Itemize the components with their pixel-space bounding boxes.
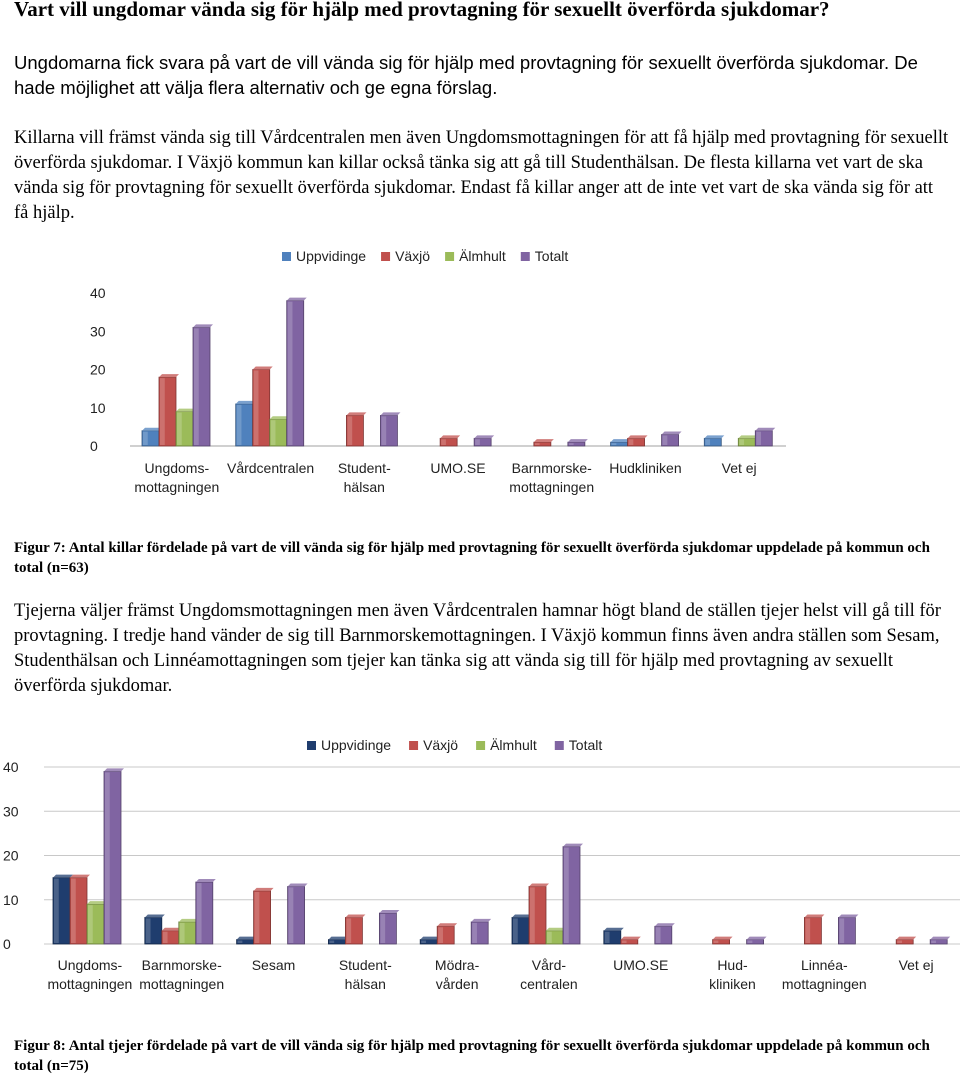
x-category-label: Linnéa- [800,957,848,973]
bar-top [145,914,165,917]
x-category-label: vården [435,976,479,992]
bar [755,428,775,446]
x-category-label: Hud- [717,957,748,973]
legend-item [555,737,603,753]
girls-paragraph: Tjejerna väljer främst Ungdomsmottagningen men även Vårdcentralen hamnar högt bland de ställen tjejer helst vill gå till för provtagning. I tredje hand vänder de sig till Barnmorskemottagningen. I Växjö kommun finns även andra ställen som Sesam, Studenthälsan och Linnéamottagningen som tjejer kan tänka sig att vända sig till för hjälp med provtagning av sexuellt överförda sjukdomar. [14,601,941,696]
x-category-label: mottagningen [139,976,225,992]
bar [896,937,916,944]
bar-highlight [438,927,443,943]
bar-highlight [160,378,165,445]
bar-top [196,879,216,882]
bar [193,324,213,446]
legend-swatch [521,252,530,261]
bar-top [662,432,682,435]
bar [288,883,308,944]
legend-label: Uppvidinge [321,737,392,753]
bar-highlight [535,443,540,445]
bar-highlight [88,905,93,943]
bar-highlight [271,420,276,445]
x-category-label: Vet ej [898,957,934,973]
bar-highlight [380,914,385,943]
bar-top [755,428,775,431]
bar [437,923,457,944]
bar-top [159,374,179,377]
bar-highlight [756,432,761,445]
x-category-label: Ungdoms- [57,957,123,973]
bar-highlight [180,923,185,943]
legend-item [521,248,569,264]
bar-top [70,875,90,878]
x-category-label: centralen [520,976,578,992]
bar [704,435,724,446]
bar-top [471,919,491,922]
bar-top [655,923,675,926]
bar [104,768,124,944]
bar-highlight [254,371,259,446]
bar-highlight [569,443,574,445]
bar-top [896,937,916,940]
bar [440,435,460,446]
x-category-label: kliniken [709,976,756,992]
bar-highlight [839,918,844,943]
bar-highlight [605,932,610,943]
bar-highlight [475,439,480,445]
figure-7-caption: Figur 7: Antal killar fördelade på vart de vill vända sig för hjälp med provtagning för sexuellt överförda sjukdomar uppdelade på kommun och total (n=63) [14,540,930,576]
bar [621,937,641,944]
bar [713,937,733,944]
figure-8-caption: Figur 8: Antal tjejer fördelade på vart de vill vända sig för hjälp med provtagning för sexuellt överförda sjukdomar uppdelade på kommun och total (n=75) [14,1038,930,1074]
x-category-label: mottagningen [134,479,220,495]
x-category-label: Student- [337,460,391,476]
bar-highlight [421,941,426,943]
bar-highlight [663,436,668,445]
bar-highlight [472,923,477,943]
bar-highlight [289,887,294,943]
bar [346,412,366,446]
bar-highlight [805,918,810,943]
legend-swatch [282,252,291,261]
bar [747,937,767,944]
bar [379,910,399,944]
bar-top [529,883,549,886]
bar-top [104,768,124,771]
x-category-label: mottagningen [47,976,133,992]
legend-item [307,737,391,753]
y-tick-label: 30 [90,323,106,340]
legend-label: Älmhult [490,737,537,753]
bar-highlight [105,772,110,943]
intro-paragraph: Ungdomarna fick svara på vart de vill vända sig för hjälp med provtagning för sexuellt överförda sjukdomar. De hade möjlighet att välja flera alternativ och ge egna förslag. [14,52,918,98]
x-category-label: Sesam [251,957,296,973]
y-tick-label: 0 [3,936,11,952]
bar-highlight [329,941,334,943]
bar [287,298,307,446]
bar-top [713,937,733,940]
legend-swatch [476,741,485,750]
x-category-label: Hudkliniken [609,460,682,476]
x-category-label: Ungdoms- [144,460,210,476]
y-tick-label: 20 [3,847,19,864]
bar-highlight [748,941,753,943]
legend-swatch [381,252,390,261]
x-category-label: Vård- [531,957,567,973]
x-category-label: Mödra- [434,957,480,973]
bar-top [288,883,308,886]
bar [838,914,858,944]
bar-highlight [71,879,76,943]
x-category-label: Barnmorske- [141,957,222,973]
bar-top [53,875,73,878]
legend-item [282,248,366,264]
bar-highlight [288,302,293,445]
y-tick-label: 40 [90,285,106,301]
bar-highlight [513,918,518,943]
legend-item [409,737,458,753]
bar-top [345,914,365,917]
legend-swatch [307,741,316,750]
bar [563,844,583,944]
bar-top [346,412,366,415]
bar [655,923,675,944]
y-tick-label: 0 [90,438,98,454]
x-category-label: Vet ej [721,460,757,476]
y-tick-label: 30 [3,803,19,820]
bar-highlight [897,941,902,943]
legend-label: Totalt [568,737,603,753]
boys-paragraph: Killarna vill främst vända sig till Vårdcentralen men även Ungdomsmottagningen för att få hjälp med provtagning för sexuellt överförda sjukdomar. I Växjö kommun kan killar också tänka sig att gå till Studenthälsan. De flesta killarna vet vart de ska vända sig för provtagning för sexuellt överförda sjukdomar. Endast få killar anger att de inte vet vart de ska vända sig för att få hjälp. [14,128,949,223]
bar-highlight [237,405,242,445]
bar-highlight [739,439,744,445]
bar-top [604,928,624,931]
legend-label: Växjö [395,248,431,264]
x-category-label: Barnmorske- [511,460,592,476]
bar-highlight [146,918,151,943]
bar-highlight [143,432,148,445]
bar [568,439,588,446]
bar-highlight [163,932,168,943]
bar-top [380,412,400,415]
bar-top [474,435,494,438]
bar-highlight [54,879,59,943]
bar [930,937,950,944]
bar [628,435,648,446]
legend-label: Växjö [423,737,459,753]
bar-highlight [238,941,243,943]
x-category-label: UMO.SE [613,957,669,973]
bar [471,919,491,944]
bar [662,432,682,446]
bar-top [838,914,858,917]
bar-highlight [177,413,182,445]
bar-highlight [629,439,634,445]
page-heading: Vart vill ungdomar vända sig för hjälp med provtagning för sexuellt överförda sjukdomar? [14,0,830,21]
bar-top [437,923,457,926]
bar-highlight [530,887,535,943]
legend-label: Totalt [534,248,569,264]
legend-label: Älmhult [459,248,506,264]
bar-highlight [705,439,710,445]
legend-swatch [555,741,564,750]
legend-item [476,737,537,753]
bar-top [534,439,554,442]
bar-highlight [381,416,386,445]
bar [380,412,400,446]
bar-highlight [197,883,202,943]
bar-top [930,937,950,940]
chart-boys [0,236,960,508]
bar-top [747,937,767,940]
bar-top [193,324,213,327]
bar [196,879,216,944]
y-tick-label: 20 [90,361,106,378]
bar [534,439,554,446]
bar [474,435,494,446]
bar-highlight [346,918,351,943]
bar-highlight [656,927,661,943]
x-category-label: hälsan [344,976,386,992]
bar-highlight [547,932,552,943]
x-category-label: UMO.SE [430,460,486,476]
bar-highlight [194,328,199,445]
x-category-label: Vårdcentralen [226,460,315,476]
y-tick-label: 10 [90,399,106,416]
bar-top [568,439,588,442]
bar-top [563,844,583,847]
bar-top [628,435,648,438]
bar-highlight [612,443,617,445]
legend-swatch [445,252,454,261]
bar-top [440,435,460,438]
legend-item [445,248,506,264]
chart-girls [0,726,960,1008]
x-category-label: hälsan [343,479,385,495]
bar-top [254,888,274,891]
bar-top [804,914,824,917]
bar [254,888,274,944]
bar-top [704,435,724,438]
bar-highlight [714,941,719,943]
bar-top [287,298,307,301]
bar-top [379,910,399,913]
bar-highlight [564,848,569,943]
y-tick-label: 40 [3,759,19,775]
x-category-label: mottagningen [781,976,867,992]
bar-highlight [931,941,936,943]
bar-highlight [255,892,260,943]
x-category-label: Student- [338,957,392,973]
legend-item [381,248,430,264]
x-category-label: mottagningen [509,479,595,495]
bar-top [621,937,641,940]
bar-highlight [347,416,352,445]
legend-swatch [409,741,418,750]
y-tick-label: 10 [3,891,19,908]
bar [345,914,365,944]
bar-highlight [441,439,446,445]
legend-label: Uppvidinge [296,248,367,264]
bar-top [253,367,273,370]
bar-highlight [622,941,627,943]
bar [804,914,824,944]
